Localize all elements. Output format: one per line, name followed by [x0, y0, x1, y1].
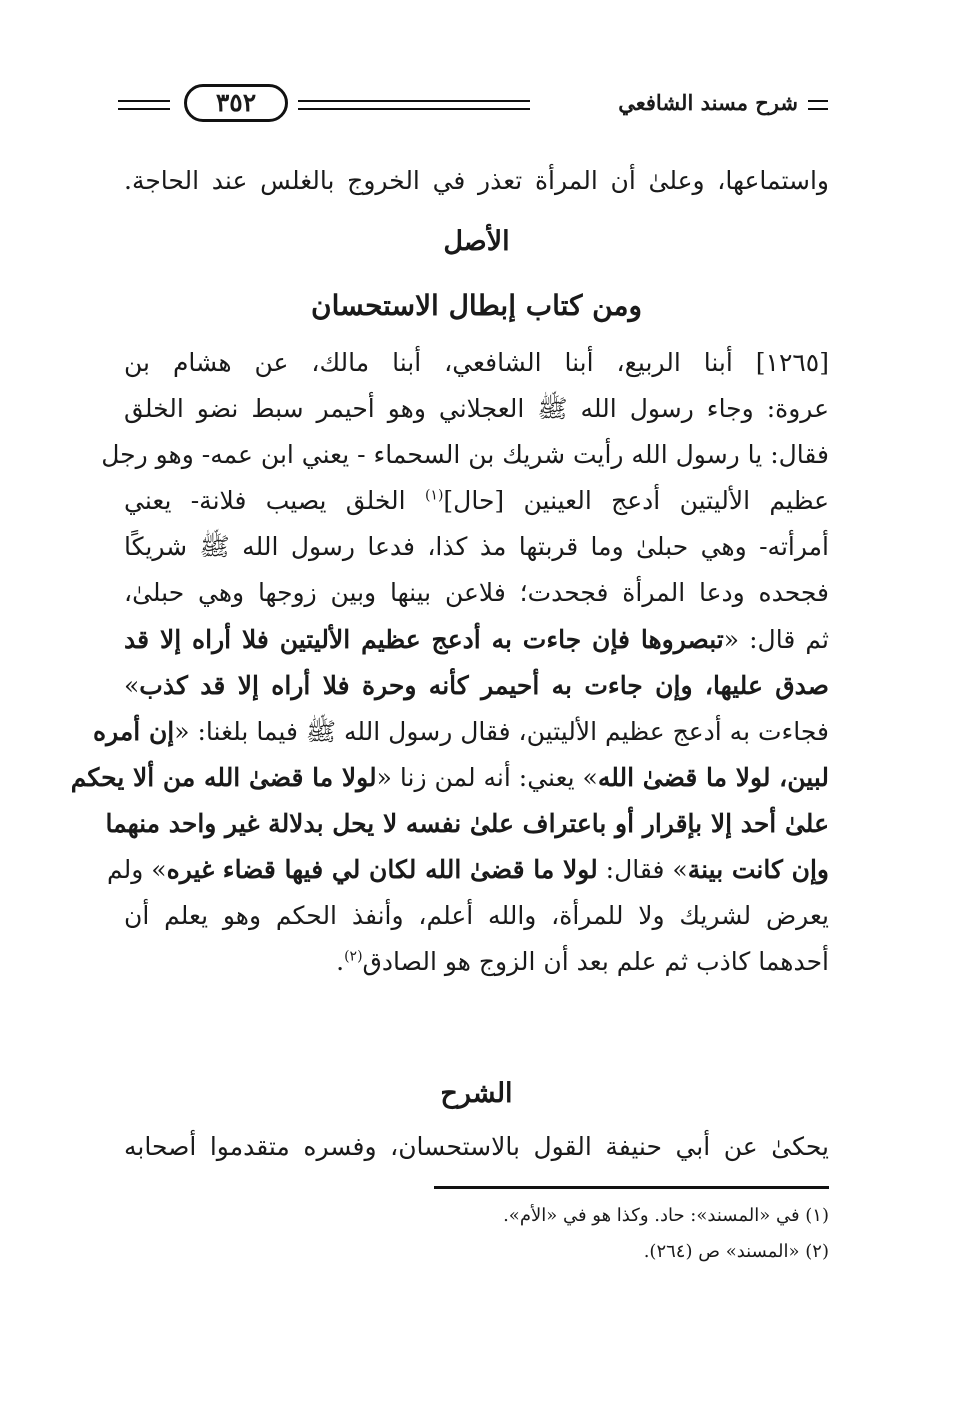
footnote-1: (١) في «المسند»: حاد. وكذا هو في «الأم».: [503, 1205, 829, 1226]
text-segment: » يعني: أنه لمن زنا «: [376, 762, 598, 792]
text-segment: ثم قال: «: [723, 624, 829, 654]
text-line: يعرض لشريك ولا للمرأة، والله أعلم، وأنفذ الحكم وهو يعلم أن: [124, 901, 829, 931]
text-line: [١٢٦٥] أبنا الربيع، أبنا الشافعي، أبنا مالك، عن هشام بن: [124, 348, 829, 377]
page-number: ٣٥٢: [184, 84, 288, 122]
header-rule-middle: [298, 100, 530, 110]
text-line: [124, 617, 829, 663]
quote-bold: تبصروها فإن جاءت به أدعج عظيم الأليتين فلا أراه إلا قد: [124, 624, 724, 654]
footnote-2: (٢) «المسند» ص (٢٦٤).: [643, 1241, 829, 1262]
header-rule-right: [808, 100, 828, 110]
text-line: أمرأته- وهي حبلىٰ وما قربتها مذ كذا، فدعا رسول الله ﷺ شريكًا: [124, 532, 829, 562]
quote-bold: وإن كانت بينة: [687, 855, 829, 885]
intro-line: واستماعها، وعلىٰ أن المرأة تعذر في الخروج بالغلس عند الحاجة.: [124, 166, 829, 195]
text-segment: الخلق يصيب فلانة- يعني: [124, 486, 425, 516]
text-line: [70, 755, 829, 801]
text-segment: .: [336, 947, 345, 977]
quote-bold: لولا ما قضىٰ الله لكان لي فيها قضاء غيره: [166, 855, 598, 885]
running-title: شرح مسند الشافعي: [618, 90, 798, 115]
text-line: [107, 847, 829, 893]
text-line: فجحده ودعا المرأة فجحدت؛ فلاعن بينها وبين زوجها وهي حبلىٰ،: [124, 578, 829, 608]
running-header: [118, 78, 828, 132]
text-line: فقال: يا رسول الله رأيت شريك بن السحماء - يعني ابن عمه- وهو رجل: [101, 440, 829, 470]
main-text: [70, 340, 829, 985]
intro-paragraph: [124, 158, 829, 204]
quote-bold: لولا ما قضىٰ الله من ألا يحكم: [70, 762, 377, 792]
quote-bold: إن أمره: [93, 716, 175, 746]
footnotes: [124, 1198, 829, 1270]
header-rule-left: [118, 100, 170, 110]
text-segment: » ولم: [107, 855, 167, 885]
text-line: عروة: وجاء رسول الله ﷺ العجلاني وهو أحيمر سبط نضو الخلق: [124, 394, 829, 424]
text-line: [124, 478, 829, 524]
text-segment: أحدهما كاذب ثم علم بعد أن الزوج هو الصادق: [362, 947, 829, 977]
footnote-separator: [434, 1186, 829, 1189]
text-segment: فجاءت به أدعج عظيم الأليتين، فقال رسول الله ﷺ فيما بلغنا: «: [174, 716, 829, 746]
text-segment: » فقال:: [597, 855, 688, 885]
heading-asl: الأصل: [443, 226, 510, 257]
quote-bold: صدق عليها، وإن جاءت به أحيمر كأنه وحرة فلا أراه إلا قد كذب: [139, 670, 829, 700]
heading-book: ومن كتاب إبطال الاستحسان: [311, 289, 642, 322]
text-line: علىٰ أحد إلا بإقرار أو باعتراف علىٰ نفسه لا يحل بدلالة غير واحد منهما: [105, 808, 829, 838]
footnote-ref-1: (١): [424, 487, 444, 504]
sharh-line: يحكىٰ عن أبي حنيفة القول بالاستحسان، وفسره متقدموا أصحابه: [124, 1132, 829, 1161]
text-segment: »: [124, 670, 140, 700]
quote-bold: لبين، لولا ما قضىٰ الله: [597, 762, 829, 792]
sharh-paragraph: [124, 1124, 829, 1170]
heading-sharh: الشرح: [440, 1078, 513, 1109]
text-segment: عظيم الأليتين أدعج العينين [حال]: [443, 486, 829, 516]
footnote-ref-2: (٢): [344, 948, 363, 965]
text-line: [93, 709, 829, 755]
text-line: [124, 939, 829, 985]
text-line: [124, 663, 829, 709]
